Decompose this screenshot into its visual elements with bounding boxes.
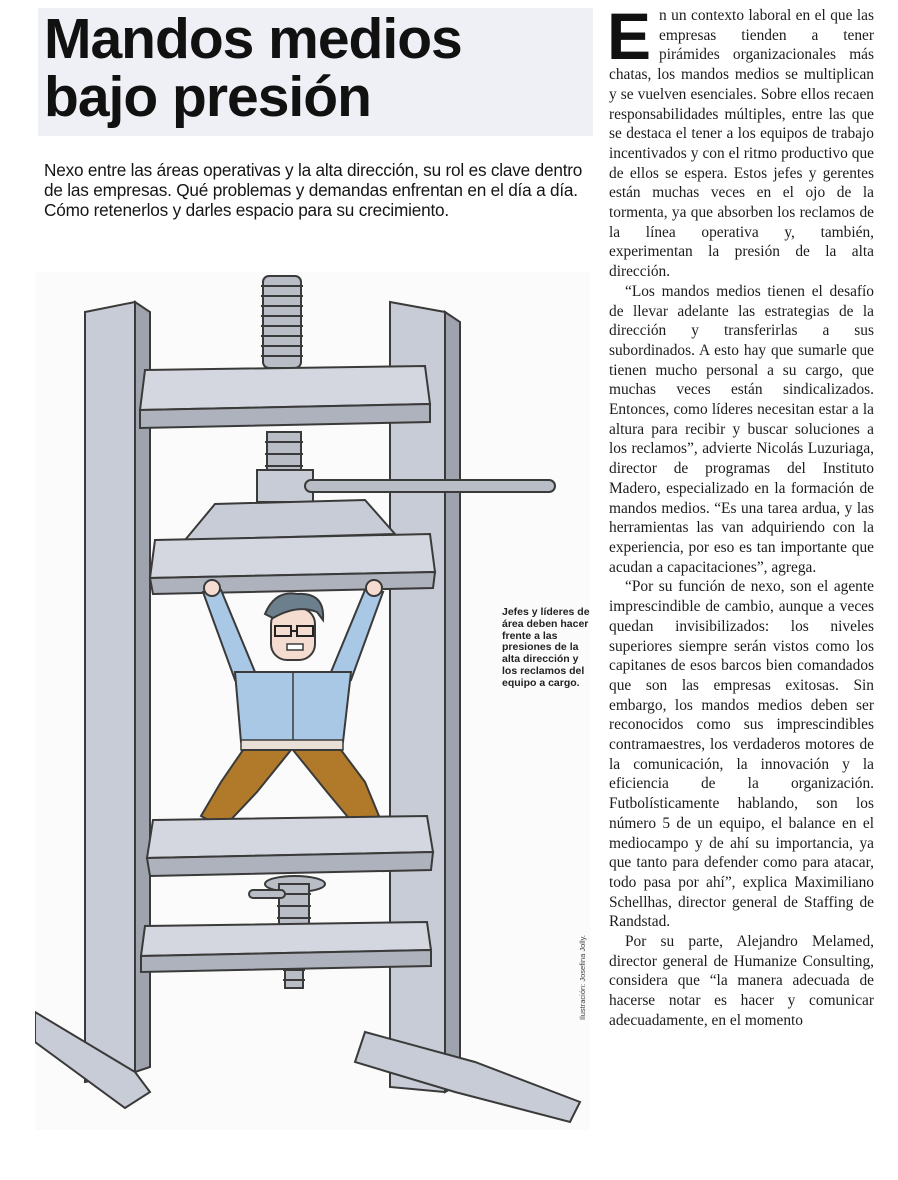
- subheadline: Nexo entre las áreas operativas y la alta dirección, su rol es clave dentro de las empresas. Qué problemas y demandas enfrentan en el día a día. Cómo retenerlos y darles espacio para su crecimiento.: [44, 160, 583, 220]
- article-paragraph: “Los mandos medios tienen el desafío de llevar adelante las estrategias de la dirección y transferirlas a sus subordinados. A esto hay que sumarle que tienen mucho personal a su cargo, que muchas veces están sindicalizados. Entonces, como líderes necesitan estar a la altura para recibir y buscar soluciones a los reclamos”, advierte Nicolás Luzuriaga, director de programas del Instituto Madero, especializado en la formación de mandos medios. “Es una tarea ardua, y las herramientas las van adquiriendo con la experiencia, por eso es tan importante que acudan a capacitaciones”, agrega.: [609, 282, 874, 576]
- article-paragraph: “Por su función de nexo, son el agente imprescindible de cambio, aunque a veces quedan invisibilizados: los niveles superiores siempre serán vistos como los capitanes de esos barcos bien comandados que son las empresas exitosas. Sin embargo, los mandos medios deben ser reconocidos como sus imprescindibles contramaestres, los verdaderos motores de la comunicación, la innovación y la eficiencia de la organización. Futbolísticamente hablando, son los número 5 de un equipo, el balance en el mediocampo y de ahí su importancia, ya que tanto para defender como para atacar, todo pasa por ahí”, explica Maximiliano Schellhas, director general de Staffing de Randstad.: [609, 578, 874, 931]
- article-paragraph: Por su parte, Alejandro Melamed, director general de Humanize Consulting, considera que “la manera adecuada de hacerse notar es hacer y comunicar adecuadamente, en el momento: [609, 933, 874, 1029]
- image-caption: Jefes y líderes de área deben hacer frente a las presiones de la alta dirección y los reclamos del equipo a cargo.: [502, 606, 590, 689]
- manager-figure-icon: [198, 580, 387, 841]
- middle-screw-icon: [257, 432, 313, 502]
- right-foot-icon: [355, 1032, 580, 1122]
- article-body: [607, 0, 874, 1031]
- drop-cap: E: [607, 0, 652, 73]
- article-paragraph: [607, 0, 874, 282]
- press-illustration: [35, 272, 590, 1130]
- top-beam-icon: [140, 366, 430, 428]
- headline: Mandos medios bajo presión: [44, 7, 462, 129]
- lower-platen-icon: [147, 816, 433, 876]
- lever-icon: [305, 480, 555, 492]
- illustration-credit: Ilustración: Josefina Jolly.: [578, 935, 587, 1020]
- bottom-beam-icon: [141, 922, 431, 972]
- top-screw-icon: [261, 276, 303, 368]
- paragraph-text: n un contexto laboral en el que las empresas tienden a tener pirámides organizacionales más chatas, los mandos medios se multiplican y se vuelven esenciales. Sobre ellos recaen responsabilidades múltiples, entre las que se destaca el tener a los equipos de trabajo incentivados y con el ritmo productivo que de ellos se espera. Estos jefes y gerentes están muchas veces en el ojo de la tormenta, ya que absorben los reclamos de la línea operativa y, también, experimentan la presión de la alta dirección.: [609, 7, 874, 281]
